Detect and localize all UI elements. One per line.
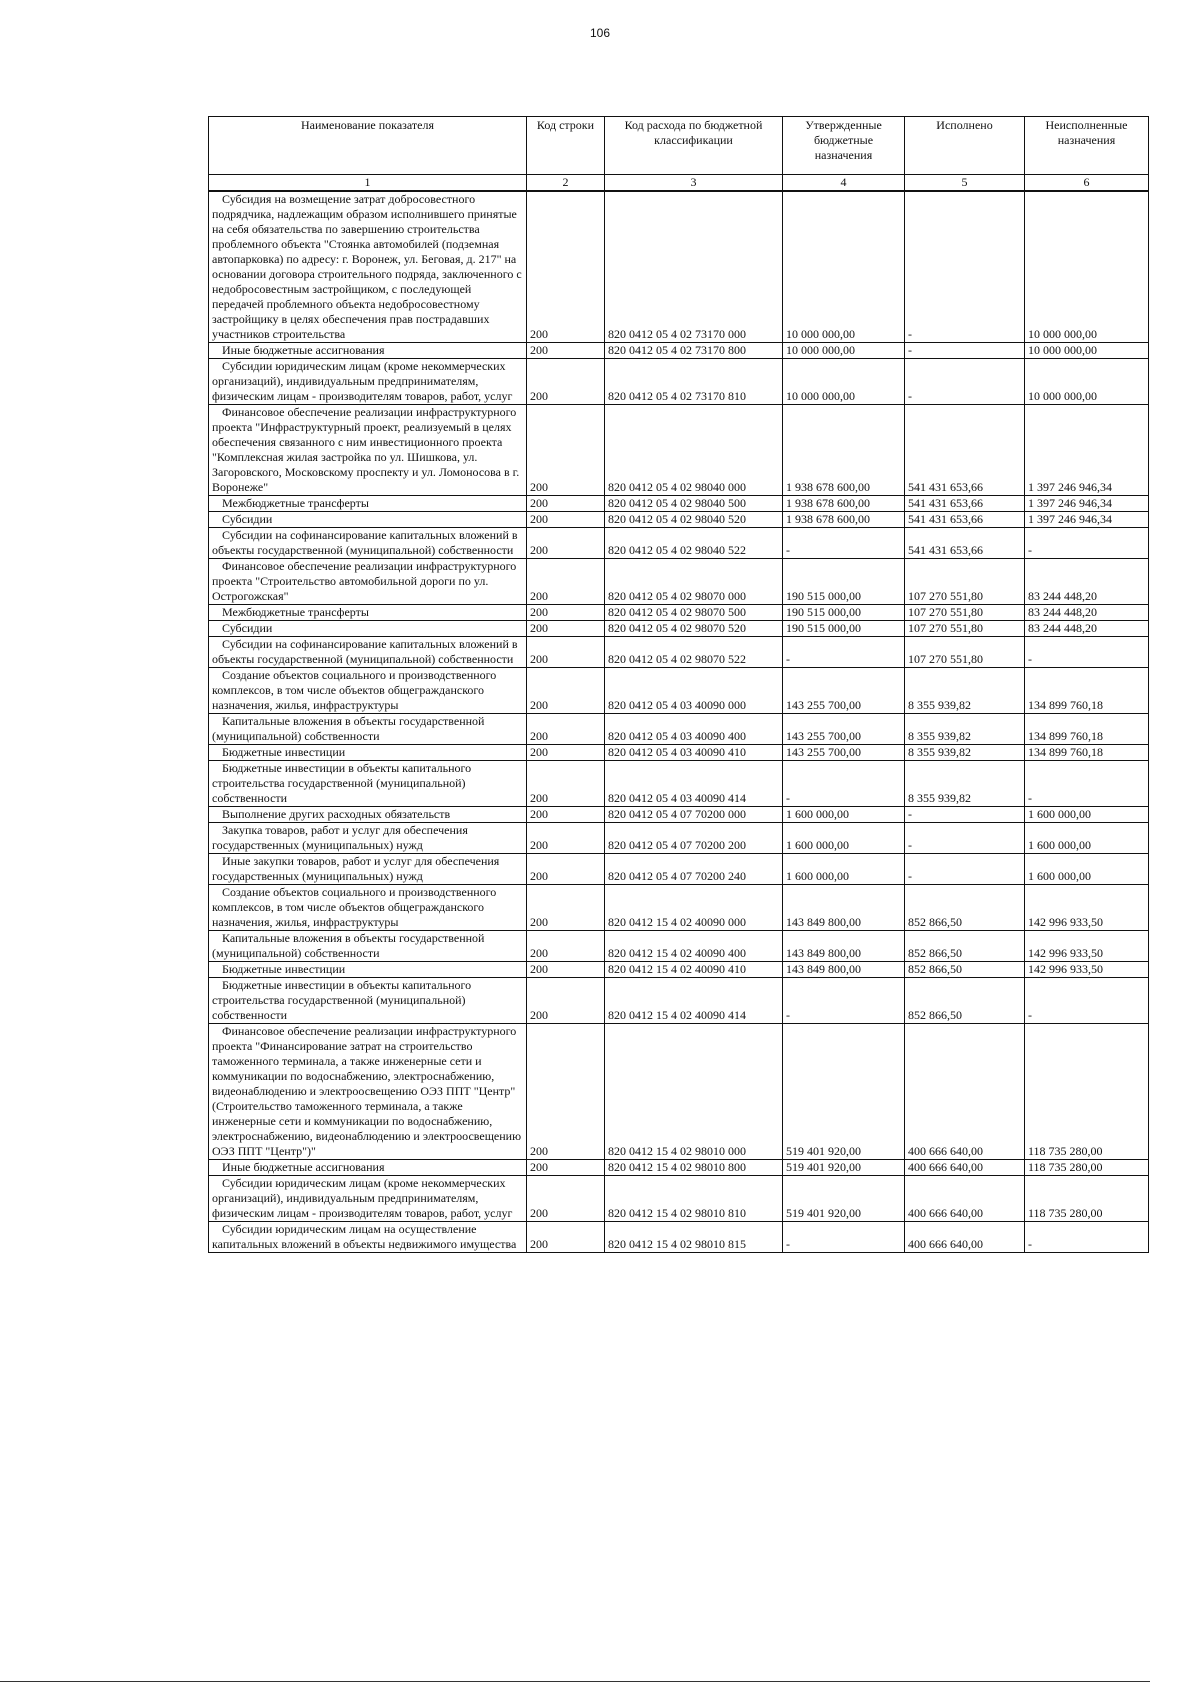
row-name (209, 761, 527, 807)
row-name (209, 528, 527, 559)
row-approved: 1 938 678 600,00 (783, 405, 905, 496)
table-row (209, 978, 1149, 1024)
row-line-code: 200 (527, 512, 605, 528)
row-name (209, 807, 527, 823)
table-row (209, 191, 1149, 343)
row-executed: 107 270 551,80 (905, 637, 1025, 668)
table-row (209, 714, 1149, 745)
row-approved: 1 938 678 600,00 (783, 512, 905, 528)
row-name-text: Иные бюджетные ассигнования (222, 343, 385, 357)
row-approved: 10 000 000,00 (783, 343, 905, 359)
row-executed: 8 355 939,82 (905, 714, 1025, 745)
row-approved: 519 401 920,00 (783, 1160, 905, 1176)
row-name (209, 854, 527, 885)
row-line-code: 200 (527, 559, 605, 605)
row-unexecuted: 1 397 246 946,34 (1025, 405, 1149, 496)
row-line-code: 200 (527, 962, 605, 978)
row-executed: - (905, 807, 1025, 823)
row-line-code: 200 (527, 1160, 605, 1176)
row-unexecuted: 1 397 246 946,34 (1025, 512, 1149, 528)
row-name (209, 359, 527, 405)
row-unexecuted: - (1025, 978, 1149, 1024)
row-name (209, 405, 527, 496)
row-name (209, 714, 527, 745)
row-executed: - (905, 359, 1025, 405)
row-executed: 541 431 653,66 (905, 496, 1025, 512)
row-unexecuted: 83 244 448,20 (1025, 605, 1149, 621)
row-name (209, 191, 527, 343)
row-executed: 8 355 939,82 (905, 761, 1025, 807)
row-kbk: 820 0412 05 4 02 98070 520 (605, 621, 783, 637)
row-approved: - (783, 761, 905, 807)
row-unexecuted: - (1025, 1222, 1149, 1253)
row-unexecuted: - (1025, 761, 1149, 807)
row-line-code: 200 (527, 359, 605, 405)
row-name-text: Субсидии юридическим лицам на осуществление капитальных вложений в объекты недвижимого имущества (212, 1222, 517, 1251)
table-row (209, 359, 1149, 405)
row-name (209, 1222, 527, 1253)
row-line-code: 200 (527, 621, 605, 637)
row-name-text: Закупка товаров, работ и услуг для обеспечения государственных (муниципальных) нужд (212, 823, 468, 852)
row-name-text: Финансовое обеспечение реализации инфраструктурного проекта "Финансирование затрат на строительство таможенного терминала, а также инженерные сети и коммуникации по водоснабжению, электроснабжению, видеонаблюдению и электроосвещению ОЭЗ ППТ "Центр" (Строительство таможенного терминала, а также инженерные сети и коммуникации по водоснабжению, электроснабжению, видеонаблюдению и электроосвещению ОЭЗ ППТ "Центр")" (212, 1024, 522, 1158)
row-line-code: 200 (527, 823, 605, 854)
row-line-code: 200 (527, 496, 605, 512)
column-number: 4 (783, 175, 905, 192)
row-name-text: Бюджетные инвестиции в объекты капитального строительства государственной (муниципальной) собственности (212, 978, 472, 1022)
row-approved: 1 938 678 600,00 (783, 496, 905, 512)
row-executed: 400 666 640,00 (905, 1176, 1025, 1222)
row-approved: - (783, 637, 905, 668)
table-row (209, 854, 1149, 885)
row-unexecuted: 83 244 448,20 (1025, 621, 1149, 637)
row-executed: 541 431 653,66 (905, 512, 1025, 528)
row-unexecuted: 142 996 933,50 (1025, 962, 1149, 978)
row-kbk: 820 0412 15 4 02 40090 400 (605, 931, 783, 962)
table-row (209, 405, 1149, 496)
row-kbk: 820 0412 05 4 02 98070 500 (605, 605, 783, 621)
table-row (209, 605, 1149, 621)
table-row (209, 745, 1149, 761)
row-line-code: 200 (527, 978, 605, 1024)
row-unexecuted: 83 244 448,20 (1025, 559, 1149, 605)
row-executed: 400 666 640,00 (905, 1024, 1025, 1160)
row-unexecuted: - (1025, 637, 1149, 668)
row-approved: 143 255 700,00 (783, 745, 905, 761)
row-unexecuted: 142 996 933,50 (1025, 931, 1149, 962)
row-name-text: Межбюджетные трансферты (222, 496, 369, 510)
row-name (209, 823, 527, 854)
row-kbk: 820 0412 15 4 02 40090 000 (605, 885, 783, 931)
row-name (209, 745, 527, 761)
row-line-code: 200 (527, 668, 605, 714)
row-executed: - (905, 823, 1025, 854)
row-kbk: 820 0412 05 4 02 73170 000 (605, 191, 783, 343)
row-executed: 107 270 551,80 (905, 621, 1025, 637)
row-kbk: 820 0412 05 4 03 40090 410 (605, 745, 783, 761)
row-kbk: 820 0412 05 4 03 40090 000 (605, 668, 783, 714)
row-executed: 852 866,50 (905, 962, 1025, 978)
row-kbk: 820 0412 05 4 02 73170 800 (605, 343, 783, 359)
page-bottom-rule (0, 1681, 1150, 1682)
header-name: Наименование показателя (209, 117, 527, 175)
row-name (209, 962, 527, 978)
table-row (209, 807, 1149, 823)
table-row (209, 512, 1149, 528)
row-unexecuted: 1 600 000,00 (1025, 854, 1149, 885)
row-line-code: 200 (527, 854, 605, 885)
row-name-text: Субсидии юридическим лицам (кроме некоммерческих организаций), индивидуальным предпринимателям, физическим лицам - производителям товаров, работ, услуг (212, 359, 513, 403)
row-line-code: 200 (527, 528, 605, 559)
row-approved: 10 000 000,00 (783, 359, 905, 405)
row-name (209, 637, 527, 668)
row-approved: 1 600 000,00 (783, 823, 905, 854)
row-name-text: Субсидии на софинансирование капитальных вложений в объекты государственной (муниципальной) собственности (212, 637, 518, 666)
row-kbk: 820 0412 05 4 07 70200 000 (605, 807, 783, 823)
row-unexecuted: 142 996 933,50 (1025, 885, 1149, 931)
row-line-code: 200 (527, 1222, 605, 1253)
column-number: 3 (605, 175, 783, 192)
row-name-text: Капитальные вложения в объекты государственной (муниципальной) собственности (212, 931, 485, 960)
row-executed: 852 866,50 (905, 931, 1025, 962)
row-kbk: 820 0412 05 4 02 98040 000 (605, 405, 783, 496)
row-executed: 400 666 640,00 (905, 1160, 1025, 1176)
table-row (209, 668, 1149, 714)
row-approved: 143 849 800,00 (783, 885, 905, 931)
row-unexecuted: 118 735 280,00 (1025, 1176, 1149, 1222)
header-unexecuted: Неисполненные назначения (1025, 117, 1149, 175)
row-approved: 143 255 700,00 (783, 714, 905, 745)
row-kbk: 820 0412 05 4 02 98040 500 (605, 496, 783, 512)
row-name-text: Создание объектов социального и производственного комплексов, в том числе объектов общегражданского назначения, жилья, инфраструктуры (212, 668, 497, 712)
row-unexecuted: 1 600 000,00 (1025, 823, 1149, 854)
row-name-text: Субсидии на софинансирование капитальных вложений в объекты государственной (муниципальной) собственности (212, 528, 518, 557)
row-kbk: 820 0412 05 4 02 98070 000 (605, 559, 783, 605)
row-name (209, 668, 527, 714)
row-executed: - (905, 343, 1025, 359)
row-approved: 190 515 000,00 (783, 605, 905, 621)
row-line-code: 200 (527, 343, 605, 359)
table-row (209, 761, 1149, 807)
row-name (209, 621, 527, 637)
row-line-code: 200 (527, 761, 605, 807)
row-unexecuted: 10 000 000,00 (1025, 359, 1149, 405)
row-name (209, 1160, 527, 1176)
row-name-text: Бюджетные инвестиции (222, 745, 346, 759)
row-kbk: 820 0412 15 4 02 40090 414 (605, 978, 783, 1024)
row-name (209, 496, 527, 512)
row-name-text: Иные закупки товаров, работ и услуг для обеспечения государственных (муниципальных) нужд (212, 854, 500, 883)
row-name-text: Финансовое обеспечение реализации инфраструктурного проекта "Строительство автомобильной дороги по ул. Острогожская" (212, 559, 517, 603)
table-row (209, 621, 1149, 637)
row-approved: 1 600 000,00 (783, 807, 905, 823)
row-name-text: Иные бюджетные ассигнования (222, 1160, 385, 1174)
row-kbk: 820 0412 05 4 07 70200 240 (605, 854, 783, 885)
row-approved: 190 515 000,00 (783, 559, 905, 605)
row-executed: 107 270 551,80 (905, 605, 1025, 621)
column-number-row (209, 175, 1149, 192)
table-row (209, 1222, 1149, 1253)
row-executed: 852 866,50 (905, 978, 1025, 1024)
row-executed: 8 355 939,82 (905, 745, 1025, 761)
row-name (209, 343, 527, 359)
header-approved: Утвержденные бюджетные назначения (783, 117, 905, 175)
row-name (209, 605, 527, 621)
row-unexecuted: 1 600 000,00 (1025, 807, 1149, 823)
row-unexecuted: 118 735 280,00 (1025, 1160, 1149, 1176)
table-row (209, 885, 1149, 931)
row-name (209, 1024, 527, 1160)
budget-execution-table (208, 116, 1149, 1253)
column-number: 1 (209, 175, 527, 192)
row-name (209, 1176, 527, 1222)
row-name (209, 931, 527, 962)
row-unexecuted: - (1025, 528, 1149, 559)
row-approved: 143 849 800,00 (783, 931, 905, 962)
table-row (209, 931, 1149, 962)
row-line-code: 200 (527, 931, 605, 962)
row-kbk: 820 0412 05 4 02 98070 522 (605, 637, 783, 668)
column-number: 2 (527, 175, 605, 192)
row-line-code: 200 (527, 1024, 605, 1160)
row-name-text: Финансовое обеспечение реализации инфраструктурного проекта "Инфраструктурный проект, реализуемый в целях обеспечения связанного с ним инвестиционного проекта "Комплексная жилая застройка по ул. Шишкова, ул. Загоровского, Московскому проспекту и ул. Ломоносова в г. Воронеже" (212, 405, 520, 494)
table-row (209, 343, 1149, 359)
row-approved: 519 401 920,00 (783, 1176, 905, 1222)
table-row (209, 1176, 1149, 1222)
row-kbk: 820 0412 05 4 03 40090 414 (605, 761, 783, 807)
row-line-code: 200 (527, 637, 605, 668)
row-kbk: 820 0412 15 4 02 98010 800 (605, 1160, 783, 1176)
table-row (209, 823, 1149, 854)
row-unexecuted: 134 899 760,18 (1025, 668, 1149, 714)
row-line-code: 200 (527, 1176, 605, 1222)
row-unexecuted: 10 000 000,00 (1025, 343, 1149, 359)
header-kbk: Код расхода по бюджетной классификации (605, 117, 783, 175)
row-line-code: 200 (527, 191, 605, 343)
row-executed: - (905, 191, 1025, 343)
row-name (209, 559, 527, 605)
row-line-code: 200 (527, 807, 605, 823)
row-unexecuted: 134 899 760,18 (1025, 745, 1149, 761)
header-row (209, 117, 1149, 175)
row-line-code: 200 (527, 885, 605, 931)
row-approved: - (783, 1222, 905, 1253)
column-number: 5 (905, 175, 1025, 192)
row-name-text: Субсидии (222, 621, 273, 635)
row-kbk: 820 0412 05 4 07 70200 200 (605, 823, 783, 854)
row-approved: 143 255 700,00 (783, 668, 905, 714)
row-executed: 541 431 653,66 (905, 528, 1025, 559)
row-line-code: 200 (527, 745, 605, 761)
column-number: 6 (1025, 175, 1149, 192)
row-executed: 8 355 939,82 (905, 668, 1025, 714)
row-name-text: Капитальные вложения в объекты государственной (муниципальной) собственности (212, 714, 485, 743)
row-name-text: Создание объектов социального и производственного комплексов, в том числе объектов общегражданского назначения, жилья, инфраструктуры (212, 885, 497, 929)
table-row (209, 637, 1149, 668)
row-line-code: 200 (527, 605, 605, 621)
row-name-text: Выполнение других расходных обязательств (222, 807, 451, 821)
row-name-text: Бюджетные инвестиции (222, 962, 346, 976)
row-executed: 541 431 653,66 (905, 405, 1025, 496)
row-name-text: Субсидии (222, 512, 273, 526)
page-number: 106 (589, 26, 611, 40)
row-approved: - (783, 978, 905, 1024)
table-row (209, 962, 1149, 978)
row-executed: 400 666 640,00 (905, 1222, 1025, 1253)
row-executed: 852 866,50 (905, 885, 1025, 931)
row-kbk: 820 0412 05 4 02 98040 522 (605, 528, 783, 559)
row-name-text: Бюджетные инвестиции в объекты капитального строительства государственной (муниципальной) собственности (212, 761, 472, 805)
row-name-text: Субсидия на возмещение затрат добросовестного подрядчика, надлежащим образом исполнившего принятые на себя обязательства по завершению строительства проблемного объекта "Стоянка автомобилей (подземная автопарковка) по адресу: г. Воронеж, ул. Беговая, д. 217" на основании договора строительного подряда, заключенного с недобросовестным застройщиком, с последующей передачей проблемного объекта недобросовестному застройщику в целях обеспечения прав пострадавших участников строительства (212, 192, 522, 341)
table-row (209, 559, 1149, 605)
row-approved: 10 000 000,00 (783, 191, 905, 343)
row-kbk: 820 0412 15 4 02 98010 000 (605, 1024, 783, 1160)
row-executed: 107 270 551,80 (905, 559, 1025, 605)
row-kbk: 820 0412 15 4 02 98010 815 (605, 1222, 783, 1253)
row-approved: 143 849 800,00 (783, 962, 905, 978)
row-kbk: 820 0412 05 4 02 73170 810 (605, 359, 783, 405)
row-unexecuted: 10 000 000,00 (1025, 191, 1149, 343)
row-approved: 1 600 000,00 (783, 854, 905, 885)
row-kbk: 820 0412 05 4 03 40090 400 (605, 714, 783, 745)
table-row (209, 1160, 1149, 1176)
header-executed: Исполнено (905, 117, 1025, 175)
row-name (209, 978, 527, 1024)
header-line-code: Код строки (527, 117, 605, 175)
table-row (209, 1024, 1149, 1160)
row-approved: - (783, 528, 905, 559)
row-name-text: Субсидии юридическим лицам (кроме некоммерческих организаций), индивидуальным предпринимателям, физическим лицам - производителям товаров, работ, услуг (212, 1176, 513, 1220)
row-approved: 190 515 000,00 (783, 621, 905, 637)
row-unexecuted: 118 735 280,00 (1025, 1024, 1149, 1160)
row-approved: 519 401 920,00 (783, 1024, 905, 1160)
row-name (209, 512, 527, 528)
table-row (209, 496, 1149, 512)
row-name (209, 885, 527, 931)
row-unexecuted: 134 899 760,18 (1025, 714, 1149, 745)
row-kbk: 820 0412 15 4 02 98010 810 (605, 1176, 783, 1222)
table-row (209, 528, 1149, 559)
row-name-text: Межбюджетные трансферты (222, 605, 369, 619)
row-kbk: 820 0412 15 4 02 40090 410 (605, 962, 783, 978)
row-line-code: 200 (527, 405, 605, 496)
row-line-code: 200 (527, 714, 605, 745)
row-executed: - (905, 854, 1025, 885)
row-unexecuted: 1 397 246 946,34 (1025, 496, 1149, 512)
row-kbk: 820 0412 05 4 02 98040 520 (605, 512, 783, 528)
